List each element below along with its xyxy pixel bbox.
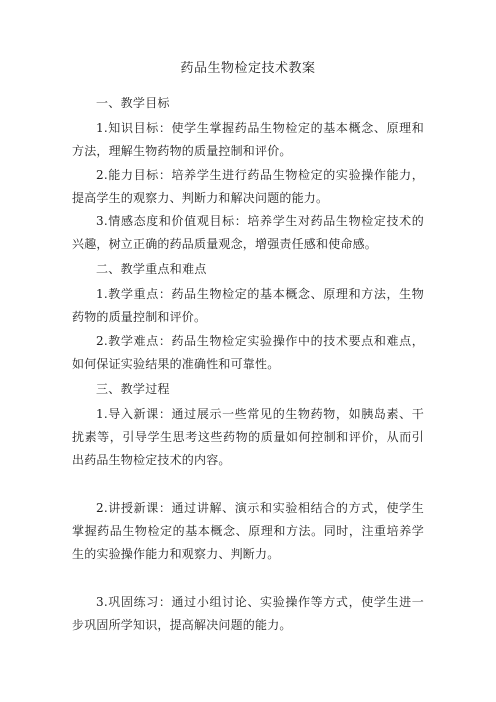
section-heading-key-points: 二、教学重点和难点 (96, 262, 207, 276)
paragraph-knowledge-objective: 1.知识目标：使学生掌握药品生物检定的基本概念、原理和方法，理解生物药物的质量控制和评价。 (72, 121, 424, 158)
paragraph-difficulties: 2.教学难点：药品生物检定实验操作中的技术要点和难点，如何保证实验结果的准确性和可靠性。 (72, 334, 424, 371)
paragraph-practice: 3.巩固练习：通过小组讨论、实验操作等方式，使学生进一步巩固所学知识，提高解决问题的能力。 (72, 595, 424, 632)
paragraph-new-lesson: 2.讲授新课：通过讲解、演示和实验相结合的方式，使学生掌握药品生物检定的基本概念、原理和方法。同时，注重培养学生的实验操作能力和观察力、判断力。 (72, 501, 424, 561)
paragraph-ability-objective: 2.能力目标：培养学生进行药品生物检定的实验操作能力，提高学生的观察力、判断力和解决问题的能力。 (72, 168, 424, 205)
paragraph-attitude-objective: 3.情感态度和价值观目标：培养学生对药品生物检定技术的兴趣，树立正确的药品质量观念，增强责任感和使命感。 (72, 214, 424, 251)
paragraph-key-points: 1.教学重点：药品生物检定的基本概念、原理和方法，生物药物的质量控制和评价。 (72, 287, 424, 324)
document-title: 药品生物检定技术教案 (180, 61, 316, 76)
paragraph-introduction: 1.导入新课：通过展示一些常见的生物药物，如胰岛素、干扰素等，引导学生思考这些药物的质量如何控制和评价，从而引出药品生物检定技术的内容。 (72, 407, 424, 467)
section-heading-process: 三、教学过程 (96, 382, 170, 396)
section-heading-objectives: 一、教学目标 (96, 96, 170, 110)
